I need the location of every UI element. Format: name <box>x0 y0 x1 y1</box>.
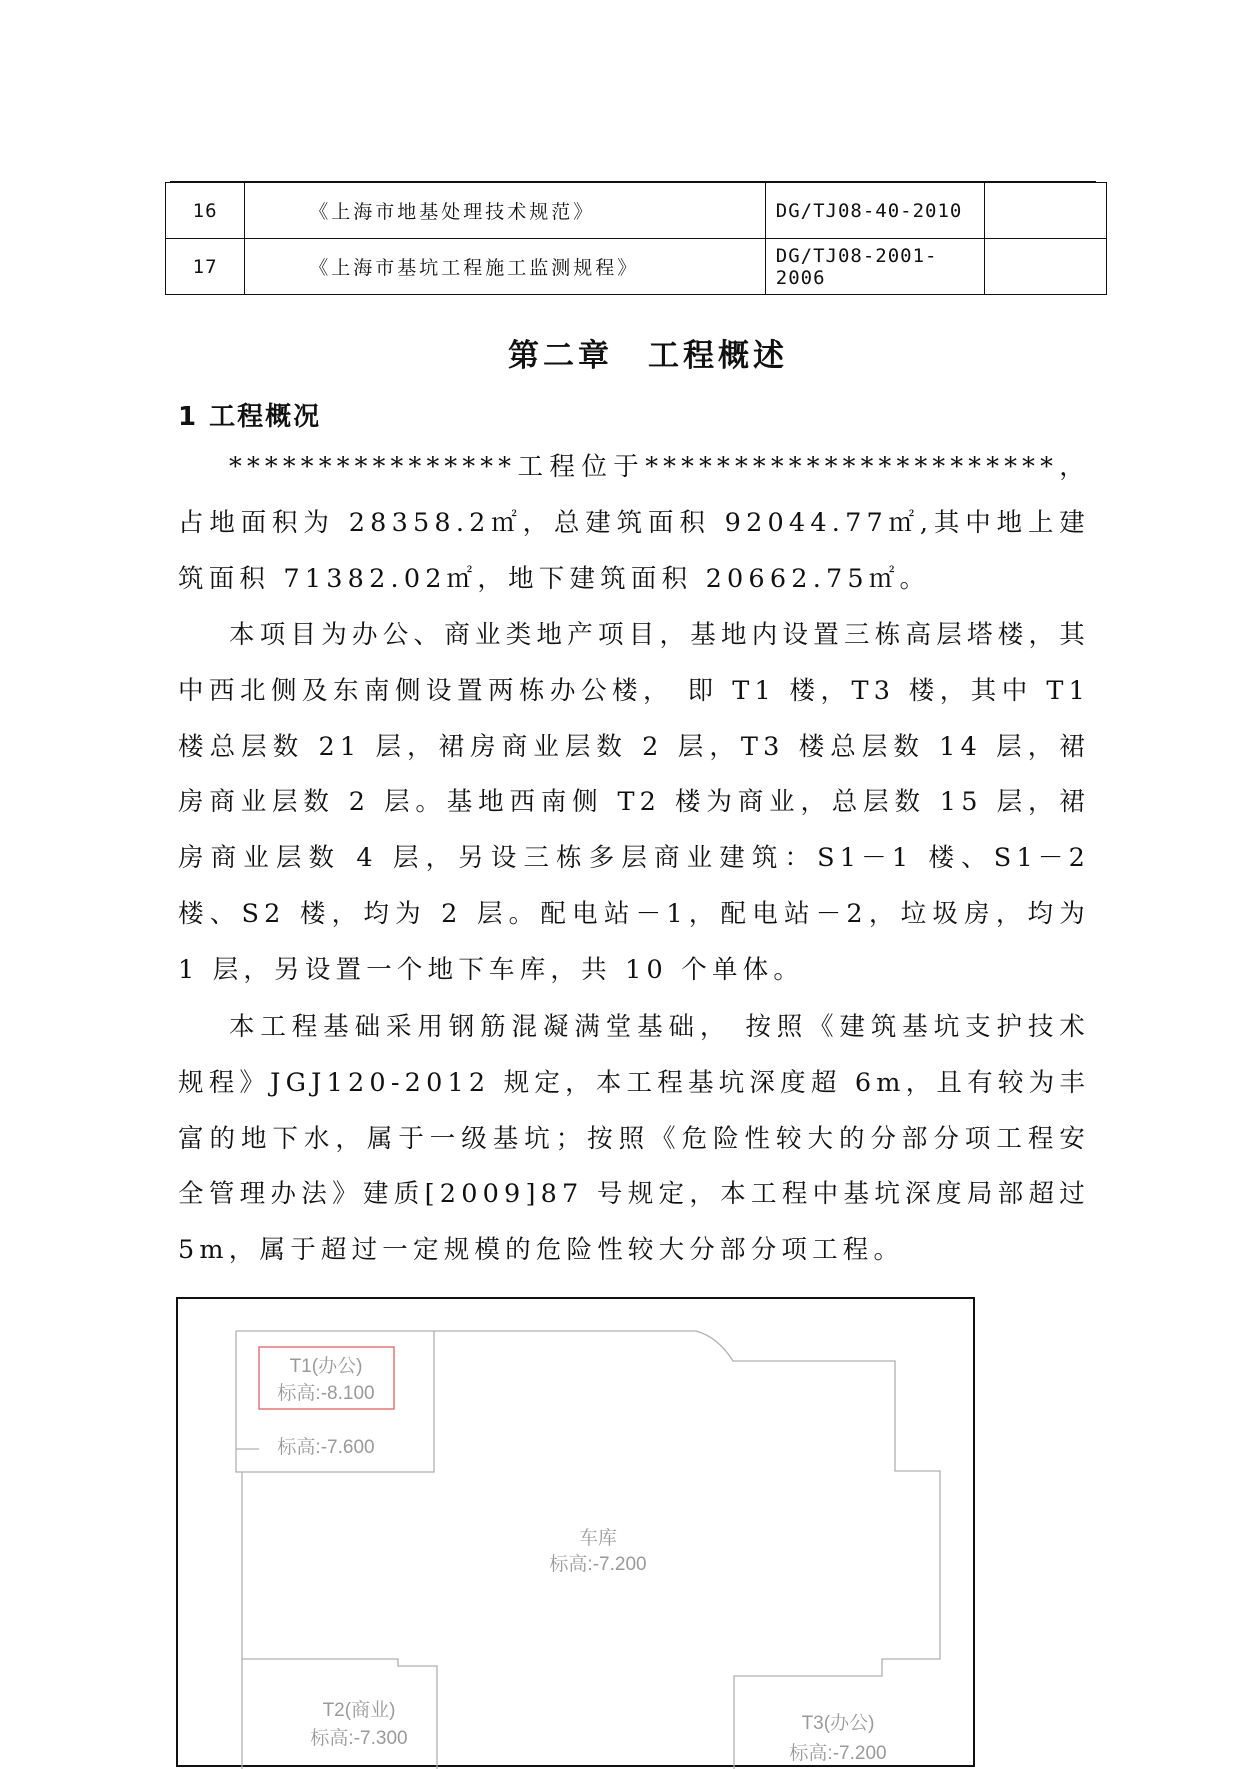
table-row <box>166 183 1107 239</box>
standard-note <box>985 183 1107 239</box>
section-title: 1 工程概况 <box>178 402 322 432</box>
standard-code: DG/TJ08-40-2010 <box>765 183 984 239</box>
site-plan-svg <box>178 1299 977 1769</box>
t1-level-label: 标高:-8.100 <box>277 1383 375 1404</box>
t3-name-label: T3(办公) <box>801 1713 875 1734</box>
t2-name-label: T2(商业) <box>322 1700 396 1721</box>
paragraph-foundation <box>178 1000 1090 1279</box>
standard-code: DG/TJ08-2001-2006 <box>765 239 984 295</box>
row-number: 16 <box>166 183 245 239</box>
garage-name-label: 车库 <box>578 1528 618 1549</box>
standards-table <box>165 182 1107 295</box>
garage-level-label: 标高:-7.200 <box>549 1554 647 1575</box>
paragraph-overview <box>178 440 1090 607</box>
t3-level-label: 标高:-7.200 <box>789 1743 887 1764</box>
t2-level-label: 标高:-7.300 <box>310 1728 408 1749</box>
table-row <box>166 239 1107 295</box>
paragraph-text: 本项目为办公、商业类地产项目，基地内设置三栋高层塔楼，其中西北侧及东南侧设置两栋办公楼， 即 T1 楼，T3 楼，其中 T1 楼总层数 21 层，裙房商业层数 2 层，T3 楼总层数 14 层，裙房商业层数 2 层。基地西南侧 T2 楼为商业，总层数 15 层，裙房商业层数 4 层，另设三栋多层商业建筑：S1－1 楼、S1－2 楼、S2 楼，均为 2 层。配电站－1，配电站－2，垃圾房，均为 1 层，另设置一个地下车库，共 10 个单体。 <box>178 620 1090 985</box>
paragraph-buildings <box>178 608 1090 999</box>
paragraph-text: ****************工程位于***********************，占地面积为 28358.2㎡，总建筑面积 92044.77㎡,其中地上建筑面积 71382.02㎡，地下建筑面积 20662.75㎡。 <box>178 452 1090 594</box>
chapter-title: 第二章 工程概述 <box>508 338 788 374</box>
standard-name: 《上海市基坑工程施工监测规程》 <box>245 239 766 295</box>
t1-outer-level-label: 标高:-7.600 <box>277 1437 375 1458</box>
paragraph-text: 本工程基础采用钢筋混凝满堂基础， 按照《建筑基坑支护技术规程》JGJ120-2012 规定，本工程基坑深度超 6m，且有较为丰富的地下水，属于一级基坑；按照《危险性较大的分部分项工程安全管理办法》建质[2009]87 号规定，本工程中基坑深度局部超过 5m，属于超过一定规模的危险性较大分部分项工程。 <box>178 1012 1090 1266</box>
t1-name-label: T1(办公) <box>289 1356 363 1377</box>
standard-note <box>985 239 1107 295</box>
standard-name: 《上海市地基处理技术规范》 <box>245 183 766 239</box>
row-number: 17 <box>166 239 245 295</box>
site-plan-drawing <box>176 1297 975 1767</box>
